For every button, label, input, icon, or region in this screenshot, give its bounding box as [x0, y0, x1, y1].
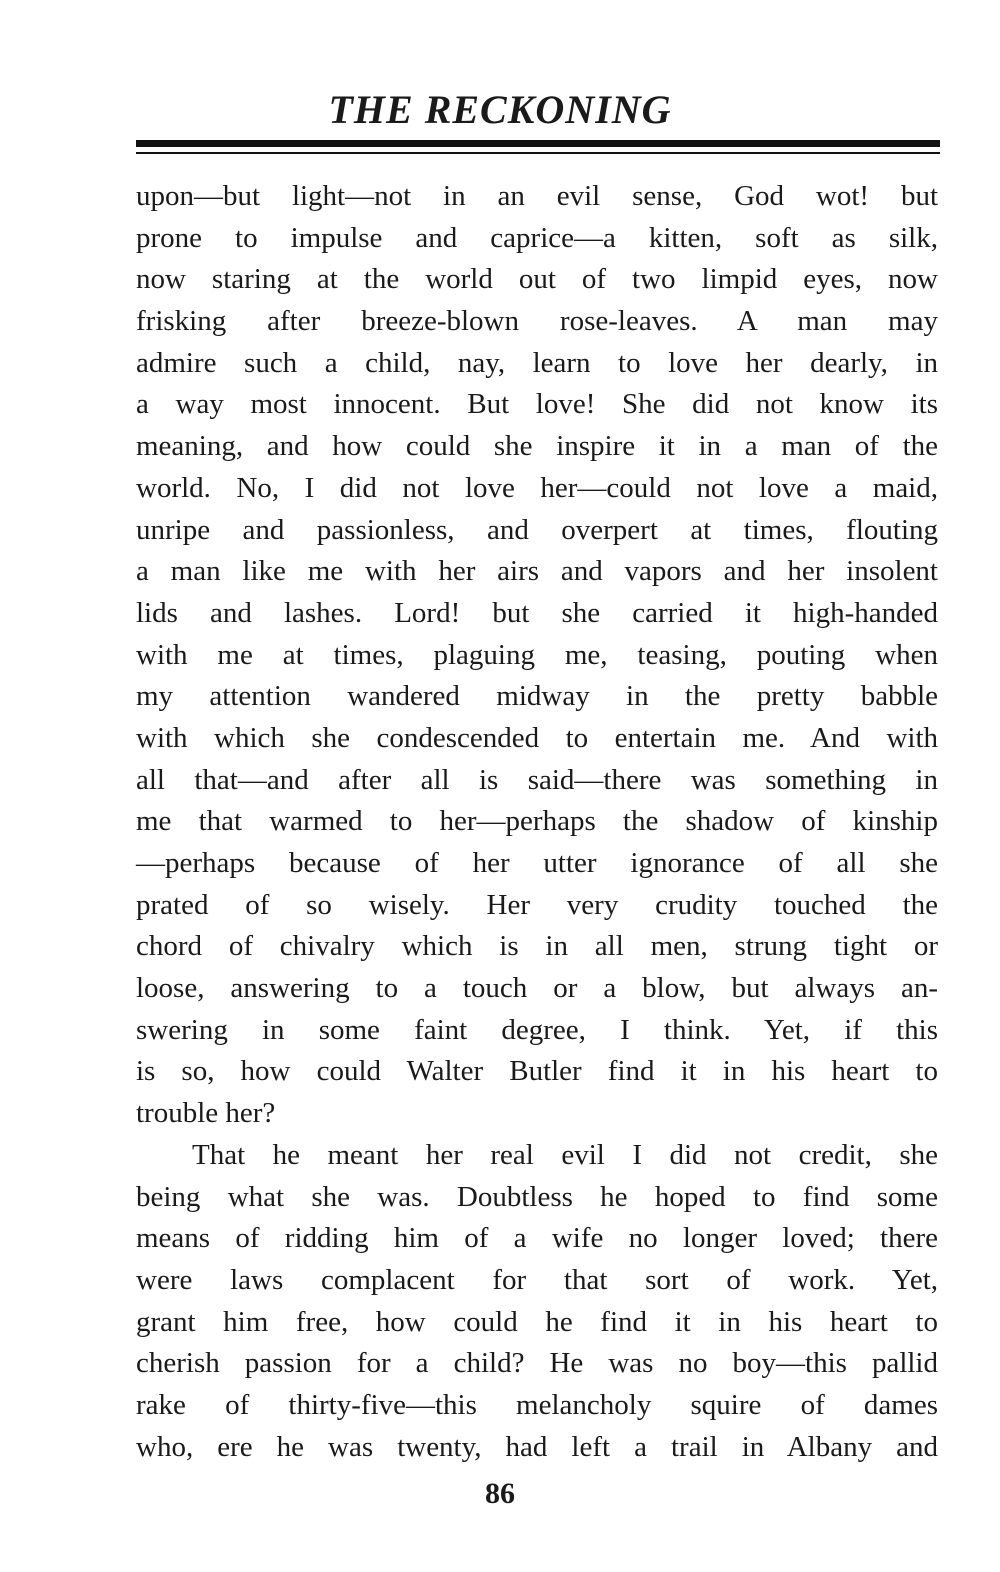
text-line: who, ere he was twenty, had left a trail in Albany and [136, 1430, 938, 1463]
text-line: with which she condescended to entertain me. And with [136, 721, 938, 754]
text-line: world. No, I did not love her—could not love a maid, [136, 471, 938, 504]
text-line: now staring at the world out of two limpid eyes, now [136, 263, 938, 296]
text-line: meaning, and how could she inspire it in a man of the [136, 430, 938, 463]
text-line: grant him free, how could he find it in his heart to [136, 1305, 938, 1338]
text-line: chord of chivalry which is in all men, strung tight or [136, 930, 938, 963]
text-line: rake of thirty-five—this melancholy squire of dames [136, 1388, 938, 1421]
text-line: lids and lashes. Lord! but she carried it high-handed [136, 596, 938, 629]
page-number: 86 [485, 1477, 515, 1510]
text-line: me that warmed to her—perhaps the shadow of kinship [136, 805, 938, 838]
text-line: admire such a child, nay, learn to love her dearly, in [136, 346, 938, 379]
text-line: loose, answering to a touch or a blow, but always an- [136, 972, 938, 1005]
text-line: cherish passion for a child? He was no boy—this pallid [136, 1347, 938, 1380]
text-line: all that—and after all is said—there was something in [136, 763, 938, 796]
text-line: unripe and passionless, and overpert at times, flouting [136, 513, 938, 546]
header-rule-thick [136, 140, 940, 147]
text-line: upon—but light—not in an evil sense, God wot! but [136, 180, 938, 212]
text-line: That he meant her real evil I did not credit, she [192, 1138, 938, 1171]
text-line: being what she was. Doubtless he hoped to find some [136, 1180, 938, 1213]
text-line: frisking after breeze-blown rose-leaves. A man may [136, 305, 938, 338]
text-line: with me at times, plaguing me, teasing, pouting when [136, 638, 938, 671]
text-line: prated of so wisely. Her very crudity touched the [136, 888, 938, 921]
text-line: a way most innocent. But love! She did not know its [136, 388, 938, 421]
text-line: a man like me with her airs and vapors and her insolent [136, 555, 938, 588]
text-line: means of ridding him of a wife no longer loved; there [136, 1222, 938, 1255]
text-line: my attention wandered midway in the pretty babble [136, 680, 938, 713]
text-line: prone to impulse and caprice—a kitten, soft as silk, [136, 221, 938, 254]
text-line: trouble her? [136, 1097, 276, 1130]
text-line: swering in some faint degree, I think. Yet, if this [136, 1013, 938, 1046]
text-line: —perhaps because of her utter ignorance of all she [136, 847, 938, 879]
header-rule-thin [136, 152, 940, 154]
body-text [136, 176, 938, 1468]
text-line: is so, how could Walter Butler find it in his heart to [136, 1055, 938, 1088]
running-title: THE RECKONING [328, 87, 672, 132]
text-line: were laws complacent for that sort of work. Yet, [136, 1263, 938, 1296]
